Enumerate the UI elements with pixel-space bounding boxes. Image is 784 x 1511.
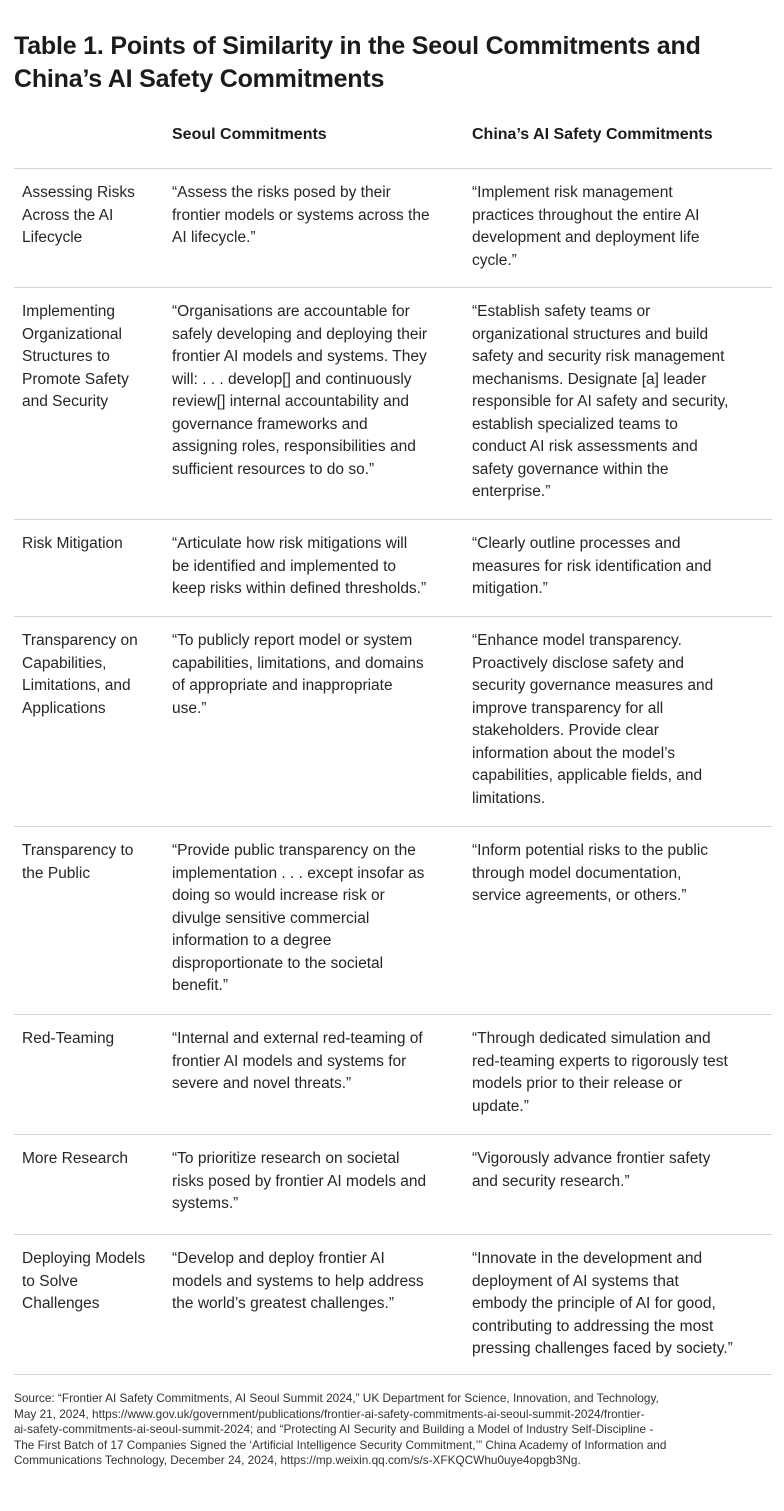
seoul-cell: “Develop and deploy frontier AI models and systems to help address the world’s greatest challenges.” [172,1250,424,1312]
table-row [14,827,772,1015]
seoul-cell: “To prioritize research on societal risks posed by frontier AI models and systems.” [172,1150,427,1212]
table-title: Table 1. Points of Similarity in the Seoul Commitments and China’s AI Safety Commitments [14,32,701,93]
row-label: Deploying Models to Solve Challenges [22,1250,146,1312]
china-cell: “Implement risk management practices throughout the entire AI development and deployment life cycle.” [472,184,700,269]
header-category [14,122,172,124]
row-label: Transparency to the Public [22,842,134,882]
row-label: Risk Mitigation [22,535,123,552]
seoul-cell: “Internal and external red-teaming of frontier AI models and systems for severe and novel threats.” [172,1030,423,1092]
row-label: Transparency on Capabilities, Limitations, and Applications [22,632,138,717]
header-seoul: Seoul Commitments [172,126,327,143]
table-header [14,122,772,169]
china-cell: “Vigorously advance frontier safety and security research.” [472,1150,711,1190]
china-cell: “Through dedicated simulation and red-teaming experts to rigorously test models prior to their release or update.” [472,1030,728,1115]
table-row [14,1235,772,1375]
header-china: China’s AI Safety Commitments [472,126,713,143]
table-row [14,1015,772,1135]
row-label: Implementing Organizational Structures to Promote Safety and Security [22,303,129,410]
seoul-cell: “Provide public transparency on the implementation . . . except insofar as doing so would increase risk or divulge sensitive commercial information to a degree disproportionate to the societal benefit.” [172,842,425,994]
row-label: More Research [22,1150,128,1167]
table-row [14,617,772,827]
table-row [14,288,772,520]
china-cell: “Innovate in the development and deployment of AI systems that embody the principle of AI for good, contributing to addressing the most pressing challenges faced by society.” [472,1250,733,1357]
table-row [14,520,772,617]
china-cell: “Clearly outline processes and measures for risk identification and mitigation.” [472,535,712,597]
row-label: Red-Teaming [22,1030,115,1047]
china-cell: “Establish safety teams or organizational structures and build safety and security risk management mechanisms. Designate [a] leader responsible for AI safety and security, establish specialized teams to conduct AI risk assessments and safety governance within the enterprise.” [472,303,729,500]
seoul-cell: “Articulate how risk mitigations will be identified and implemented to keep risks within defined thresholds.” [172,535,427,597]
table-row [14,169,772,288]
row-label: Assessing Risks Across the AI Lifecycle [22,184,135,246]
comparison-table [14,122,772,1375]
seoul-cell: “To publicly report model or system capabilities, limitations, and domains of appropriate and inappropriate use.” [172,632,424,717]
seoul-cell: “Organisations are accountable for safely developing and deploying their frontier AI models and systems. They will: . . . develop[] and continuously review[] internal accountability and governance frameworks and assigning roles, responsibilities and sufficient resources to do so.” [172,303,428,478]
seoul-cell: “Assess the risks posed by their frontier models or systems across the AI lifecycle.” [172,184,430,246]
china-cell: “Inform potential risks to the public through model documentation, service agreements, or others.” [472,842,709,904]
source-note: Source: “Frontier AI Safety Commitments, AI Seoul Summit 2024,” UK Department for Science, Innovation, and Technology, May 21, 2024, https://www.gov.uk/government/publications/frontier-ai-safety-commitments-ai-seoul-summit-2024/frontier- ai-safety-commitments-ai-seoul-summit-2024; and “Protecting AI Security and Building a Model of Industry Self-Discipline - The First Batch of 17 Companies Signed the ‘Artificial Intelligence Security Commitment,’” China Academy of Information and Communications Technology, December 24, 2024, https://mp.weixin.qq.com/s/s-XFKQCWhu0uye4opgb3Ng. [14,1391,667,1467]
china-cell: “Enhance model transparency. Proactively disclose safety and security governance measures and improve transparency for all stakeholders. Provide clear information about the model’s capabilities, applicable fields, and limitations. [472,632,714,807]
table-row [14,1135,772,1235]
